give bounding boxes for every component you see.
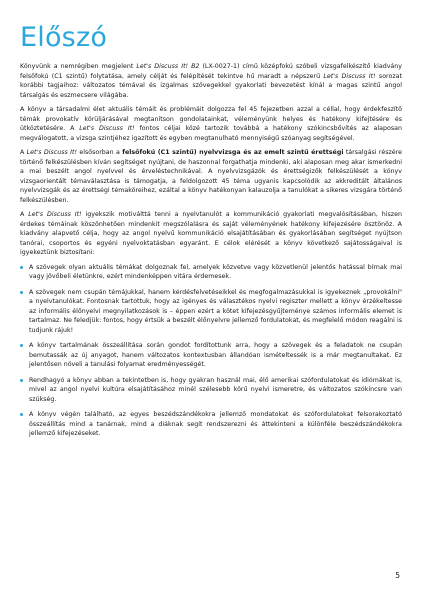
preface-content bbox=[20, 62, 402, 445]
body-paragraph bbox=[20, 210, 402, 258]
paragraph-list bbox=[20, 62, 402, 258]
bullet-item bbox=[20, 410, 402, 439]
bold-text-run: felsőfokú (C1 szintű) nyelvvizsga és az emelt szintű érettségi bbox=[122, 149, 344, 156]
bullet-dot-icon bbox=[20, 291, 23, 294]
text-run: (LX-0027-1) című középfokú szóbeli vizsgafelkészítő kiadvány felsőfokú (C1 szintű) folytatása, amely célját és felépítését tekintve hű maradt a népszerű bbox=[20, 63, 403, 80]
italic-title-run: Let's Discuss It! bbox=[26, 149, 77, 156]
page-number: 5 bbox=[395, 571, 400, 580]
text-run: Könyvünk a nemrégiben megjelent bbox=[20, 63, 137, 70]
text-run: A könyv végén található, az egyes beszédszándékokra jellemző mondatokat és szófordulatokat felsorakoztató összeállítás mind a tanárnak, mind a diáknak segít rendszerezni és áttekinteni a különféle beszédszándékokra jellemző kifejezéseket. bbox=[29, 411, 402, 437]
body-paragraph bbox=[20, 148, 402, 205]
italic-title-run: Let's Discuss It! B2 bbox=[136, 63, 200, 70]
text-run: elsősorban a bbox=[76, 149, 123, 156]
bullet-item bbox=[20, 341, 402, 370]
text-run: A szövegek nem csupán témájukkal, hanem kérdésfelvetéseikkel és megfogalmazásukkal is igyekeznek „provokálni" a nyelvtanulókat. Fontosnak tartottuk, hogy az igényes és választékos nyelvi regiszter mellett a könyv érzékeltesse az informális élőnyelvi megnyilatkozások is – éppen ezért a kötet kifejezésgyűjteménye számos informális elemet is tartalmaz. Ne feledjük: fontos, hogy értsük a beszélt élőnyelvre jellemző fordulatokat, és megfelelő módon reagálni is tudjunk rájuk! bbox=[29, 288, 402, 334]
body-paragraph bbox=[20, 62, 402, 100]
text-run: A bbox=[20, 211, 29, 218]
text-run: társalgási részére történő felkészülésben kíván segítséget nyújtani, de haszonnal forgathatja mindenki, aki alaposan meg akar ismerkedni a mai beszélt angol nyelvvel és érveléstechnikával. A nyelvvizsgázók és érettségizők felkészülését a könyv vizsgaorientált témaválasztása is támogatja, a feldolgozott 45 téma ugyanis kapcsolódik az akkreditált általános nyelvvizsgák és az érettségi témaköreihez, ezáltal a könyv hatékonyan kalauzolja a tanulókat a sikeres vizsgára történő felkészülésben. bbox=[20, 149, 402, 204]
italic-title-run: Let's Discuss It! bbox=[323, 72, 376, 80]
text-run: A könyv tartalmának összeállítása során gondot fordítottunk arra, hogy a szövegek és a feladatok ne csupán bemutassák az új anyagot, hanem változatos kontextusban állandóan ismételtessék is a már megtanultakat. Ez jelentősen növeli a tanulási folyamat eredményességét. bbox=[29, 342, 402, 368]
body-paragraph bbox=[20, 105, 402, 143]
text-run: sorozat korábbi tagjaihoz: változatos témával és izgalmas szövegekkel gyakorlati bevezetést kínál a magas szintű angol társalgás és eszmecsere világába. bbox=[20, 72, 402, 99]
text-run: fontos céljai közé tartozik továbbá a hatékony szókincsbővítés az alaposan megválogatott, a vizsga szintjéhez igazított és egyben megtanulható mennyiségű szóanyag segítségével. bbox=[20, 125, 402, 142]
text-run: Rendhagyó a könyv abban a tekintetben is, hogy gyakran használ mai, élő amerikai szófordulatokat és idiómákat is, mivel az angol nyelvi kultúra elsajátításához minél szélesebb körű nyelvi ismeretre, és változatos szókincsre van szükség. bbox=[29, 376, 402, 403]
bullet-dot-icon bbox=[20, 413, 23, 416]
feature-bullet-list bbox=[20, 263, 402, 439]
text-run: A könyv a társadalmi élet aktuális témáit és problémáit dolgozza fel 45 fejezetben azzal a céllal, hogy érdekfeszítő témák provokatív körüljárásával megtanítson gondolatainkat, véleményünk helyes és hatékony kifejtésére és ütköztetésére. A bbox=[20, 106, 402, 132]
text-run: A bbox=[20, 149, 27, 156]
page-title: Előszó bbox=[20, 22, 108, 53]
bullet-item bbox=[20, 376, 402, 405]
bullet-dot-icon bbox=[20, 379, 23, 382]
bullet-item bbox=[20, 288, 402, 336]
italic-title-run: Let's Discuss It! bbox=[79, 125, 135, 132]
bullet-dot-icon bbox=[20, 266, 23, 269]
bullet-item bbox=[20, 263, 402, 282]
text-run: igyekszik motiválttá tenni a nyelvtanulót a kommunikáció gyakorlati megvalósításában, hiszen érdekes témáinak köszönhetően mindenkit megszólalásra és saját véleményének hatékony kifejezésére ösztönöz. A kiadvány alapvető célja, hogy az angol nyelvű kommunikáció elsajátításában és gyakorlásában segítséget nyújtson tanórai, csoportos és egyéni nyelvoktatásban egyaránt. E célok elérését a könyv következő sajátosságaival is igyekeztünk biztosítani: bbox=[20, 211, 402, 256]
italic-title-run: Let's Discuss It! bbox=[28, 211, 82, 218]
text-run: A szövegek olyan aktuális témákat dolgoznak fel, amelyek közvetve vagy közvetlenül jelentős hatással bírnak mai vagy jövőbeli életünkre, ezért mindenképpen vitára érdemesek. bbox=[29, 263, 402, 280]
bullet-dot-icon bbox=[20, 344, 23, 347]
